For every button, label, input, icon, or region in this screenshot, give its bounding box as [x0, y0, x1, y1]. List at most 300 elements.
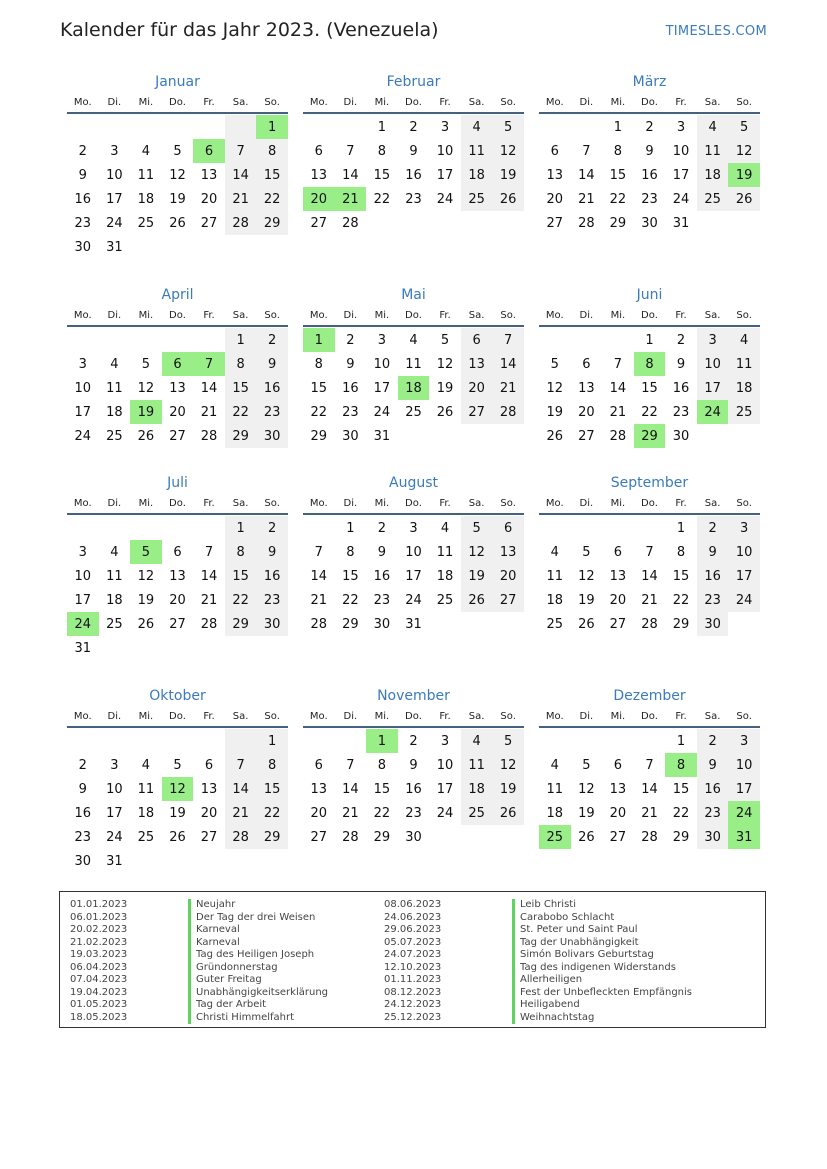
- day-cell: 25: [728, 400, 760, 424]
- weekday-label: So.: [500, 96, 516, 108]
- month-märz: [539, 72, 760, 235]
- empty-cell: [67, 328, 99, 352]
- day-cell: 21: [335, 187, 367, 211]
- day-cell: 15: [641, 380, 658, 396]
- empty-cell: [303, 729, 335, 753]
- day-cell: 13: [169, 380, 186, 396]
- day-cell: 1: [303, 328, 335, 352]
- day-cell: 1: [225, 328, 257, 352]
- day-cell: 14: [200, 568, 218, 584]
- day-cell: 12: [578, 781, 595, 797]
- weekday-label: Sa.: [468, 96, 485, 108]
- weekday-label: Fr.: [675, 309, 687, 321]
- weekday-label: Mi.: [610, 710, 626, 722]
- day-grid: [303, 328, 524, 448]
- day-cell: 11: [461, 753, 493, 777]
- holiday-date: 24.12.2023: [384, 999, 442, 1010]
- day-cell: 10: [436, 143, 454, 159]
- weekday-label: Mo.: [309, 309, 328, 321]
- day-cell: 6: [613, 757, 623, 773]
- empty-cell: [303, 516, 335, 540]
- day-cell: 19: [492, 777, 524, 801]
- day-cell: 15: [256, 777, 288, 801]
- day-cell: 3: [728, 729, 760, 753]
- weekday-label: So.: [264, 497, 280, 509]
- day-cell: 13: [609, 781, 627, 797]
- holiday-date: 21.02.2023: [70, 936, 128, 948]
- day-cell: 13: [461, 352, 493, 376]
- day-cell: 1: [676, 733, 686, 749]
- day-cell: 20: [609, 805, 627, 821]
- day-cell: 8: [225, 352, 257, 376]
- day-cell: 21: [609, 404, 627, 420]
- day-cell: 18: [137, 805, 155, 821]
- empty-cell: [335, 729, 367, 753]
- empty-cell: [492, 825, 524, 849]
- weekday-label: Do.: [641, 96, 658, 108]
- day-cell: 24: [728, 588, 760, 612]
- day-cell: 26: [169, 829, 186, 845]
- day-cell: 26: [169, 215, 186, 231]
- day-cell: 24: [67, 612, 99, 636]
- day-cell: 22: [373, 805, 391, 821]
- holiday-date: 24.07.2023: [384, 949, 442, 960]
- empty-cell: [256, 235, 288, 259]
- day-grid: [539, 729, 760, 849]
- empty-cell: [634, 516, 666, 540]
- empty-cell: [539, 729, 571, 753]
- weekday-label: Sa.: [232, 497, 249, 509]
- day-cell: 29: [373, 829, 391, 845]
- day-cell: 9: [645, 143, 654, 159]
- site-link[interactable]: TIMESLES.COM: [665, 24, 767, 39]
- weekday-label: Sa.: [704, 309, 721, 321]
- day-cell: 3: [110, 143, 119, 159]
- weekday-label: So.: [736, 96, 752, 108]
- day-cell: 25: [546, 616, 564, 632]
- day-cell: 17: [74, 592, 92, 608]
- weekday-label: Di.: [107, 710, 122, 722]
- weekday-label: Di.: [579, 96, 594, 108]
- day-cell: 19: [546, 404, 564, 420]
- day-cell: 16: [641, 167, 658, 183]
- day-cell: 13: [310, 167, 328, 183]
- day-cell: 28: [200, 428, 218, 444]
- month-februar: [303, 72, 524, 235]
- weekday-label: Do.: [641, 497, 658, 509]
- empty-cell: [256, 636, 288, 660]
- day-cell: 4: [409, 332, 418, 348]
- day-cell: 17: [697, 376, 729, 400]
- day-cell: 20: [492, 564, 524, 588]
- month-november: [303, 686, 524, 849]
- empty-cell: [130, 115, 162, 139]
- day-grid: [539, 115, 760, 235]
- day-cell: 31: [106, 239, 123, 255]
- day-cell: 30: [74, 239, 92, 255]
- day-cell: 6: [204, 757, 214, 773]
- day-cell: 7: [492, 328, 524, 352]
- day-cell: 3: [377, 332, 387, 348]
- day-cell: 24: [405, 592, 422, 608]
- day-grid: [539, 516, 760, 636]
- day-cell: 7: [645, 544, 654, 560]
- day-cell: 30: [697, 612, 729, 636]
- month-mai: [303, 285, 524, 448]
- empty-cell: [225, 115, 257, 139]
- month-april: [67, 285, 288, 448]
- empty-cell: [429, 211, 461, 235]
- day-cell: 31: [74, 640, 92, 656]
- weekday-label: Mo.: [309, 497, 328, 509]
- day-cell: 4: [110, 356, 119, 372]
- day-cell: 15: [342, 568, 359, 584]
- day-cell: 20: [310, 805, 328, 821]
- day-cell: 24: [106, 215, 123, 231]
- day-cell: 7: [193, 352, 225, 376]
- day-cell: 28: [492, 400, 524, 424]
- weekday-label: Fr.: [439, 710, 451, 722]
- empty-cell: [162, 636, 194, 660]
- weekday-label: Mo.: [73, 96, 92, 108]
- day-cell: 23: [405, 805, 422, 821]
- day-cell: 2: [697, 729, 729, 753]
- day-cell: 8: [377, 143, 387, 159]
- day-cell: 21: [578, 191, 595, 207]
- page-title: Kalender für das Jahr 2023. (Venezuela): [60, 19, 439, 41]
- month-september: [539, 473, 760, 636]
- weekday-label: Di.: [343, 497, 358, 509]
- month-name: Juni: [636, 287, 663, 303]
- day-grid: [303, 115, 524, 235]
- holiday-name: Simón Bolivars Geburtstag: [512, 949, 692, 962]
- empty-cell: [429, 612, 461, 636]
- day-cell: 29: [310, 428, 328, 444]
- weekday-label: Do.: [169, 96, 186, 108]
- empty-cell: [67, 115, 99, 139]
- holiday-name: Neujahr: [188, 899, 328, 912]
- empty-cell: [728, 612, 760, 636]
- day-cell: 15: [672, 781, 690, 797]
- day-cell: 24: [728, 801, 760, 825]
- weekday-label: Mi.: [138, 710, 154, 722]
- day-cell: 24: [697, 400, 729, 424]
- day-cell: 16: [256, 564, 288, 588]
- day-cell: 8: [346, 544, 355, 560]
- day-cell: 17: [106, 191, 123, 207]
- day-cell: 6: [193, 139, 225, 163]
- weekday-header: [539, 493, 760, 515]
- weekday-header: [303, 706, 524, 728]
- weekday-label: Fr.: [675, 710, 687, 722]
- day-cell: 21: [641, 805, 658, 821]
- day-cell: 17: [373, 380, 391, 396]
- weekday-label: So.: [264, 710, 280, 722]
- holiday-name: Weihnachtstag: [512, 1012, 692, 1025]
- day-cell: 5: [173, 143, 182, 159]
- holiday-date: 08.06.2023: [384, 899, 442, 910]
- weekday-label: So.: [500, 497, 516, 509]
- empty-cell: [539, 516, 571, 540]
- day-cell: 16: [373, 568, 391, 584]
- empty-cell: [67, 729, 99, 753]
- empty-cell: [539, 328, 571, 352]
- day-cell: 19: [137, 592, 155, 608]
- day-cell: 21: [342, 805, 359, 821]
- empty-cell: [366, 211, 398, 235]
- day-cell: 6: [492, 516, 524, 540]
- day-cell: 20: [303, 187, 335, 211]
- day-cell: 21: [225, 801, 257, 825]
- month-august: [303, 473, 524, 636]
- weekday-label: Mi.: [374, 309, 390, 321]
- weekday-label: Fr.: [439, 96, 451, 108]
- holiday-name: Guter Freitag: [188, 974, 328, 987]
- day-cell: 13: [609, 568, 627, 584]
- month-name: April: [161, 287, 194, 303]
- weekday-label: Sa.: [232, 710, 249, 722]
- day-cell: 27: [310, 829, 328, 845]
- empty-cell: [193, 636, 225, 660]
- day-cell: 27: [200, 215, 218, 231]
- day-cell: 8: [665, 753, 697, 777]
- day-cell: 20: [169, 404, 186, 420]
- month-dezember: [539, 686, 760, 849]
- day-cell: 12: [492, 753, 524, 777]
- holiday-name: Allerheiligen: [512, 974, 692, 987]
- weekday-label: So.: [736, 497, 752, 509]
- day-cell: 6: [550, 143, 559, 159]
- day-cell: 1: [256, 115, 288, 139]
- day-cell: 23: [342, 404, 359, 420]
- day-cell: 14: [310, 568, 328, 584]
- weekday-label: Mo.: [73, 710, 92, 722]
- holiday-name: Tag der Unabhängigkeit: [512, 937, 692, 950]
- day-cell: 28: [310, 616, 328, 632]
- weekday-header: [67, 92, 288, 114]
- empty-cell: [602, 328, 634, 352]
- day-cell: 24: [436, 191, 454, 207]
- day-cell: 3: [440, 119, 450, 135]
- weekday-label: Fr.: [675, 96, 687, 108]
- day-cell: 20: [546, 191, 564, 207]
- day-cell: 11: [697, 139, 729, 163]
- day-cell: 18: [461, 777, 493, 801]
- day-cell: 14: [342, 167, 359, 183]
- day-cell: 22: [672, 592, 690, 608]
- day-cell: 19: [492, 163, 524, 187]
- day-grid: [67, 115, 288, 259]
- day-cell: 3: [78, 544, 87, 560]
- day-cell: 14: [578, 167, 595, 183]
- day-cell: 9: [409, 757, 418, 773]
- day-cell: 27: [169, 428, 186, 444]
- weekday-label: Fr.: [439, 497, 451, 509]
- day-cell: 22: [256, 187, 288, 211]
- day-cell: 12: [137, 568, 155, 584]
- day-cell: 10: [672, 143, 690, 159]
- empty-cell: [193, 115, 225, 139]
- weekday-label: Di.: [343, 309, 358, 321]
- day-cell: 18: [461, 163, 493, 187]
- weekday-label: Sa.: [232, 309, 249, 321]
- day-cell: 25: [461, 187, 493, 211]
- day-cell: 10: [728, 540, 760, 564]
- day-cell: 22: [256, 801, 288, 825]
- day-cell: 16: [405, 167, 422, 183]
- day-cell: 29: [672, 829, 690, 845]
- day-cell: 9: [346, 356, 355, 372]
- weekday-header: [303, 493, 524, 515]
- holiday-dates-right: [384, 899, 441, 1024]
- empty-cell: [461, 211, 493, 235]
- weekday-label: So.: [264, 309, 280, 321]
- day-cell: 21: [492, 376, 524, 400]
- holiday-name: Leib Christi: [512, 899, 692, 912]
- holiday-dates-left: [70, 899, 127, 1024]
- weekday-label: So.: [264, 96, 280, 108]
- day-cell: 15: [672, 568, 690, 584]
- day-cell: 31: [728, 825, 760, 849]
- day-cell: 25: [106, 616, 123, 632]
- day-cell: 18: [106, 592, 123, 608]
- empty-cell: [99, 636, 131, 660]
- day-cell: 26: [546, 428, 564, 444]
- day-cell: 25: [106, 428, 123, 444]
- weekday-label: Do.: [405, 497, 422, 509]
- empty-cell: [335, 115, 367, 139]
- empty-cell: [461, 612, 493, 636]
- day-cell: 30: [641, 215, 658, 231]
- day-cell: 9: [256, 352, 288, 376]
- weekday-header: [539, 92, 760, 114]
- empty-cell: [130, 328, 162, 352]
- day-cell: 28: [225, 211, 257, 235]
- empty-cell: [461, 825, 493, 849]
- day-cell: 27: [492, 588, 524, 612]
- day-cell: 24: [373, 404, 391, 420]
- day-cell: 25: [405, 404, 422, 420]
- holiday-date: 07.04.2023: [70, 974, 128, 985]
- weekday-label: So.: [500, 309, 516, 321]
- weekday-label: Di.: [107, 309, 122, 321]
- day-cell: 28: [578, 215, 595, 231]
- empty-cell: [492, 612, 524, 636]
- holiday-date: 08.12.2023: [384, 986, 442, 998]
- day-cell: 11: [436, 544, 454, 560]
- day-cell: 18: [697, 163, 729, 187]
- day-cell: 23: [256, 588, 288, 612]
- day-cell: 23: [74, 829, 92, 845]
- day-cell: 17: [728, 777, 760, 801]
- day-cell: 14: [225, 163, 257, 187]
- day-cell: 29: [225, 424, 257, 448]
- day-cell: 28: [200, 616, 218, 632]
- empty-cell: [429, 825, 461, 849]
- holiday-date: 18.05.2023: [70, 1011, 128, 1023]
- day-cell: 1: [225, 516, 257, 540]
- empty-cell: [256, 849, 288, 873]
- day-cell: 23: [405, 191, 422, 207]
- day-cell: 20: [200, 805, 218, 821]
- day-cell: 1: [377, 119, 387, 135]
- day-cell: 23: [697, 588, 729, 612]
- weekday-label: Fr.: [439, 309, 451, 321]
- day-cell: 10: [436, 757, 454, 773]
- day-cell: 20: [578, 404, 595, 420]
- empty-cell: [697, 424, 729, 448]
- day-cell: 1: [645, 332, 654, 348]
- empty-cell: [429, 424, 461, 448]
- day-cell: 19: [169, 191, 186, 207]
- empty-cell: [193, 235, 225, 259]
- holiday-name: Tag des Heiligen Joseph: [188, 949, 328, 962]
- day-cell: 18: [106, 404, 123, 420]
- day-cell: 27: [546, 215, 564, 231]
- empty-cell: [193, 729, 225, 753]
- empty-cell: [162, 235, 194, 259]
- weekday-label: Mi.: [374, 497, 390, 509]
- empty-cell: [99, 115, 131, 139]
- day-cell: 18: [546, 805, 564, 821]
- day-cell: 6: [613, 544, 623, 560]
- day-cell: 30: [405, 829, 422, 845]
- day-cell: 7: [645, 757, 654, 773]
- day-cell: 22: [609, 191, 627, 207]
- empty-cell: [492, 424, 524, 448]
- day-cell: 2: [78, 757, 87, 773]
- day-cell: 23: [697, 801, 729, 825]
- day-cell: 14: [641, 781, 658, 797]
- day-cell: 12: [461, 540, 493, 564]
- day-cell: 7: [613, 356, 623, 372]
- empty-cell: [225, 235, 257, 259]
- empty-cell: [130, 729, 162, 753]
- day-grid: [67, 516, 288, 660]
- day-grid: [67, 729, 288, 873]
- weekday-label: So.: [736, 309, 752, 321]
- month-name: Februar: [386, 74, 441, 90]
- day-cell: 11: [137, 167, 155, 183]
- month-name: September: [610, 475, 689, 491]
- day-grid: [67, 328, 288, 448]
- day-cell: 27: [609, 616, 627, 632]
- day-cell: 1: [256, 729, 288, 753]
- day-cell: 12: [728, 139, 760, 163]
- day-cell: 19: [436, 380, 454, 396]
- holiday-name: Karneval: [188, 937, 328, 950]
- empty-cell: [99, 328, 131, 352]
- day-cell: 25: [436, 592, 454, 608]
- holiday-date: 20.02.2023: [70, 924, 128, 935]
- day-cell: 19: [130, 400, 162, 424]
- day-cell: 6: [162, 352, 194, 376]
- weekday-label: Sa.: [468, 309, 485, 321]
- weekday-label: Di.: [579, 497, 594, 509]
- day-cell: 12: [436, 356, 454, 372]
- day-cell: 13: [546, 167, 564, 183]
- empty-cell: [728, 211, 760, 235]
- weekday-label: Mo.: [545, 710, 564, 722]
- empty-cell: [67, 516, 99, 540]
- month-name: Mai: [401, 287, 426, 303]
- weekday-label: Do.: [641, 309, 658, 321]
- day-cell: 16: [74, 805, 92, 821]
- day-cell: 26: [436, 404, 454, 420]
- empty-cell: [225, 849, 257, 873]
- day-cell: 2: [409, 119, 418, 135]
- day-cell: 25: [461, 801, 493, 825]
